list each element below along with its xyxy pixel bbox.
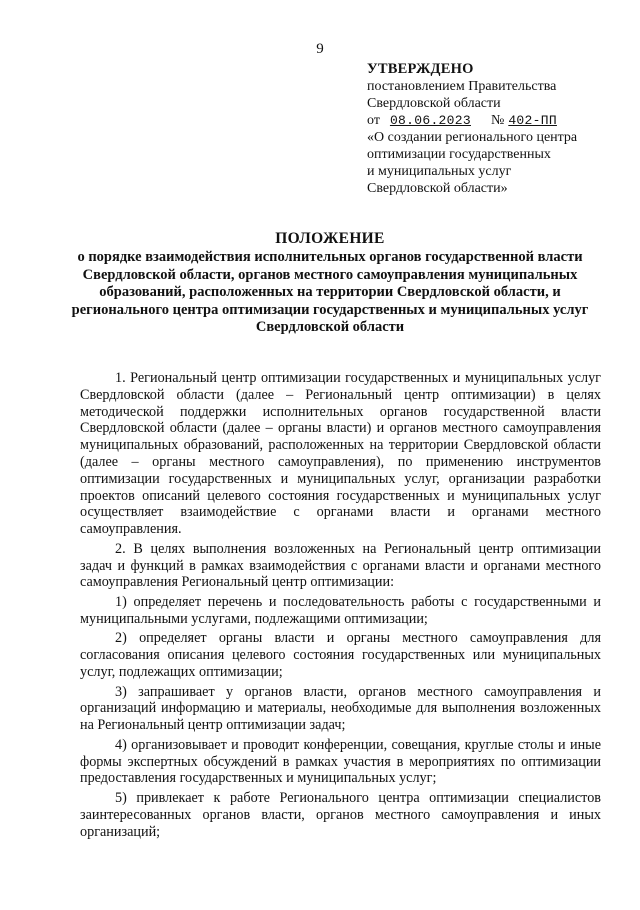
approval-title: УТВЕРЖДЕНО xyxy=(367,61,474,77)
paragraph: 3) запрашивает у органов власти, органов местного самоуправления и организаций информацию и материалы, необходимые для выполнения возложенных на Региональный центр оптимизации задач; xyxy=(80,683,601,734)
approval-number: 402-ПП xyxy=(508,113,557,128)
approval-date: 08.06.2023 xyxy=(389,113,471,128)
paragraph: 1. Региональный центр оптимизации государственных и муниципальных услуг Свердловской области (далее – Региональный центр оптимизации) в целях методической поддержки исполнительных органов государственной власти Свердловской области (далее – органы власти) и органов местного самоуправления муниципальных образований, расположенных на территории Свердловской области (далее – органы местного самоуправления), по применению инструментов оптимизации государственных и муниципальных услуг, организации разработки проектов описаний целевого состояния государственных и муниципальных услуг осуществляет взаимодействие с органами власти и органами местного самоуправления. xyxy=(80,370,601,538)
page-number: 9 xyxy=(316,41,324,57)
paragraph: 1) определяет перечень и последовательность работы с государственными и муниципальными услугами, подлежащими оптимизации; xyxy=(80,593,601,627)
date-prefix: от xyxy=(367,113,380,128)
approval-line: и муниципальных услуг xyxy=(367,164,512,179)
approval-date-line xyxy=(367,112,632,129)
approval-line: «О создании регионального центра xyxy=(367,130,578,145)
approval-line: Свердловской области» xyxy=(367,181,508,196)
approval-stamp xyxy=(367,61,632,197)
approval-line: оптимизации государственных xyxy=(367,147,551,162)
paragraph: 2. В целях выполнения возложенных на Региональный центр оптимизации задач и функций в рамках взаимодействия с органами власти и органами местного самоуправления Региональный центр оптимизации: xyxy=(80,540,601,591)
number-prefix: № xyxy=(490,113,505,128)
heading-title: ПОЛОЖЕНИЕ xyxy=(275,230,385,247)
paragraph: 2) определяет органы власти и органы местного самоуправления для согласования описания целевого состояния государственных или муниципальных услуг, подлежащих оптимизации; xyxy=(80,630,601,680)
document-body xyxy=(80,370,601,843)
approval-line: Свердловской области xyxy=(367,96,501,111)
approval-line: постановлением Правительства xyxy=(367,79,557,94)
document-heading xyxy=(70,229,590,337)
heading-subtitle: о порядке взаимодействия исполнительных органов государственной власти Свердловской области, органов местного самоуправления муниципальных образований, расположенных на территории Свердловской области, и регионального центра оптимизации государственных и муниципальных услуг Свердловской области xyxy=(71,249,589,336)
paragraph: 4) организовывает и проводит конференции, совещания, круглые столы и иные формы экспертных обсуждений в рамках участия в мероприятиях по оптимизации предоставления государственных и муниципальных услуг; xyxy=(80,736,601,787)
paragraph: 5) привлекает к работе Регионального центра оптимизации специалистов заинтересованных органов власти, органов местного самоуправления и иных организаций; xyxy=(80,789,601,840)
